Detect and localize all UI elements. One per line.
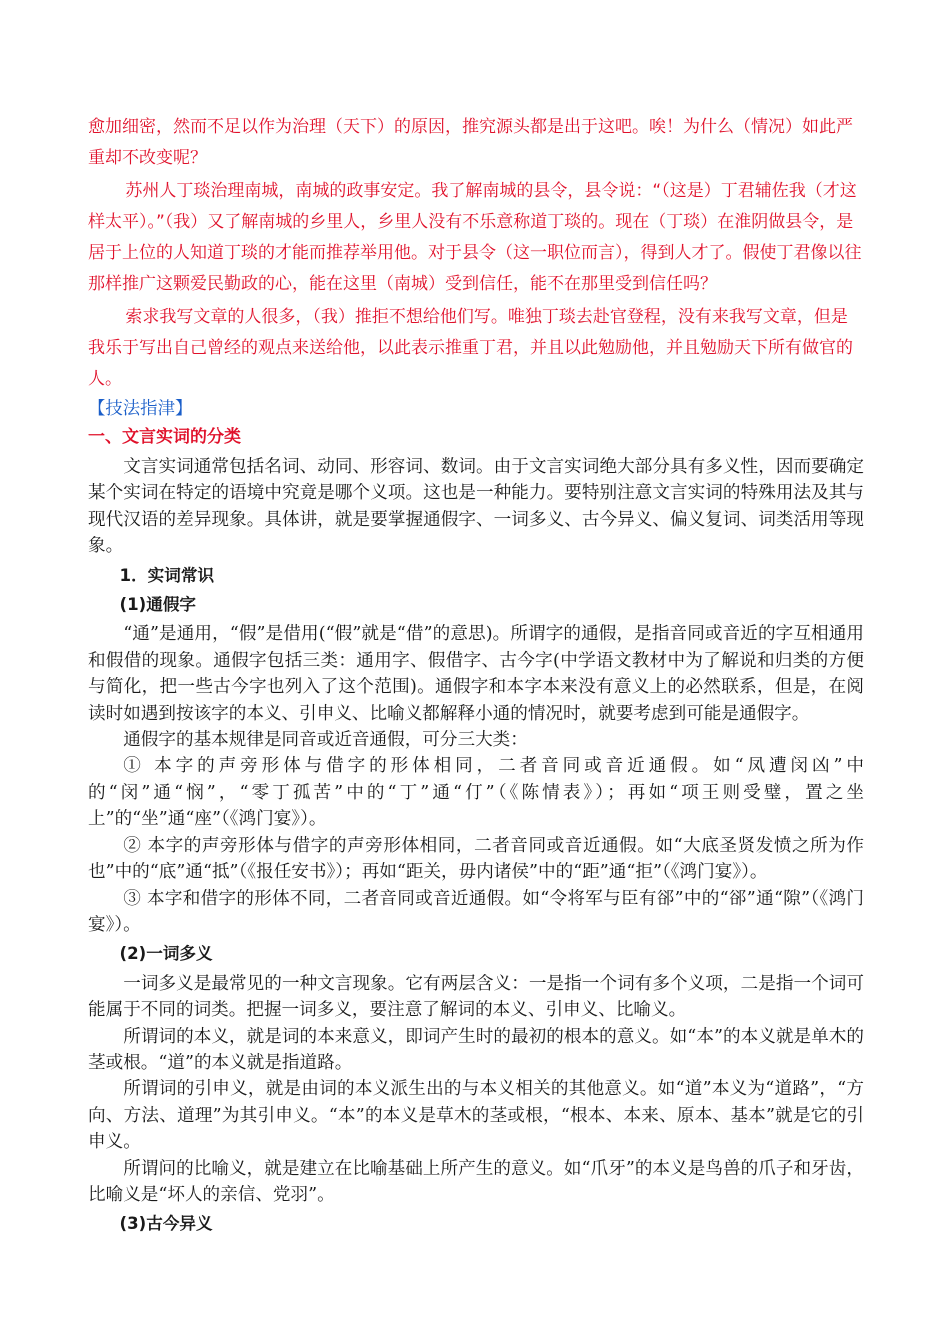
duoyi-paragraph-1: 一词多义是最常见的一种文言现象。它有两层含义：一是指一个词有多个义项，二是指一个词可能属于不同的词类。把握一词多义，要注意了解词的本义、引申义、比喻义。 bbox=[88, 973, 864, 1021]
tongjia-rule-3: ③ 本字和借字的形体不同，二者音同或音近通假。如“令将军与臣有郤”中的“郤”通“隙”（《鸿门宴》）。 bbox=[88, 888, 864, 935]
translation-paragraph-1: 愈加细密，然而不足以作为治理（天下）的原因，推究源头都是出于这吧。唉！为什么（情况）如此严重却不改变呢？ bbox=[88, 117, 853, 168]
translation-paragraph-3: 索求我写文章的人很多，（我）推拒不想给他们写。唯独丁琰去赴官登程，没有来我写文章，但是我乐于写出自己曾经的观点来送给他，以此表示推重丁君，并且以此勉励他，并且勉励天下所有做官的人。 bbox=[88, 307, 853, 389]
intro-paragraph: 文言实词通常包括名词、动同、形容词、数词。由于文言实词绝大部分具有多义性，因而要确定某个实词在特定的语境中究竟是哪个义项。这也是一种能力。要特别注意文言实词的特殊用法及其与现代汉语的差异现象。具体讲，就是要掌握通假字、一词多义、古今异义、偏义复词、词类活用等现象。 bbox=[88, 457, 864, 557]
subheading-gujin-yiyi: (3)古今异义 bbox=[119, 1214, 213, 1234]
document-page bbox=[88, 112, 864, 1241]
subheading-tongjiazi: (1)通假字 bbox=[119, 595, 197, 615]
duoyi-paragraph-4: 所谓问的比喻义，就是建立在比喻基础上所产生的意义。如“爪牙”的本义是鸟兽的爪子和牙齿，比喻义是“坏人的亲信、党羽”。 bbox=[88, 1158, 864, 1205]
tongjia-rule-1: ① 本字的声旁形体与借字的形体相同，二者音同或音近通假。如“凤遭闵凶”中的“闵”通“悯”，“零丁孤苦”中的“丁”通“仃”（《陈情表》）；再如“项王则受璧，置之坐上”的“坐”通“座”（《鸿门宴》）。 bbox=[88, 756, 864, 830]
body-text bbox=[88, 454, 864, 1238]
tongjia-rule-2: ② 本字的声旁形体与借字的声旁形体相同，二者音同或音近通假。如“大底圣贤发愤之所为作也”中的“底”通“抵”（《报任安书》）；再如“距关，毋内诸侯”中的“距”通“拒”（《鸿门宴》）。 bbox=[88, 835, 864, 883]
subheading-shici-changshi: 1．实词常识 bbox=[119, 565, 215, 585]
translation-paragraph-2: 苏州人丁琰治理南城，南城的政事安定。我了解南城的县令，县令说：“（这是）丁君辅佐我（才这样太平）。”（我）又了解南城的乡里人，乡里人没有不乐意称道丁琰的。现在（丁琰）在淮阴做县令，是居于上位的人知道丁琰的才能而推荐举用他。对于县令（这一职位而言），得到人才了。假使丁君像以往那样推广这颗爱民勤政的心，能在这里（南城）受到信任，能不在那里受到信任吗？ bbox=[88, 181, 862, 294]
tongjia-paragraph-1: “通”是通用，“假”是借用(“假”就是“借”的意思)。所谓字的通假，是指音同或音近的字互相通用和假借的现象。通假字包括三类：通用字、假借字、古今字(中学语文教材中为了解说和归类的方便与简化，把一些古今字也列入了这个范围)。通假字和本字本来没有意义上的必然联系，但是，在阅读时如遇到按该字的本义、引申义、比喻义都解释小通的情况时，就要考虑到可能是通假字。 bbox=[88, 624, 864, 724]
heading-1: 一、文言实词的分类 bbox=[88, 427, 241, 447]
subheading-yici-duoyi: (2)一词多义 bbox=[119, 944, 213, 964]
translation-block bbox=[88, 112, 864, 395]
duoyi-paragraph-3: 所谓词的引申义，就是由词的本义派生出的与本义相关的其他意义。如“道”本义为“道路”，“方向、方法、道理”为其引申义。“本”的本义是草木的茎或根，“根本、本来、原本、基本”就是它的引申义。 bbox=[88, 1079, 864, 1153]
tongjia-paragraph-2: 通假字的基本规律是同音或近音通假，可分三大类： bbox=[123, 730, 528, 751]
section-label: 【技法指津】 bbox=[88, 399, 193, 419]
duoyi-paragraph-2: 所谓词的本义，就是词的本来意义，即词产生时的最初的根本的意义。如“本”的本义就是单木的茎或根。“道”的本义就是指道路。 bbox=[88, 1026, 864, 1073]
